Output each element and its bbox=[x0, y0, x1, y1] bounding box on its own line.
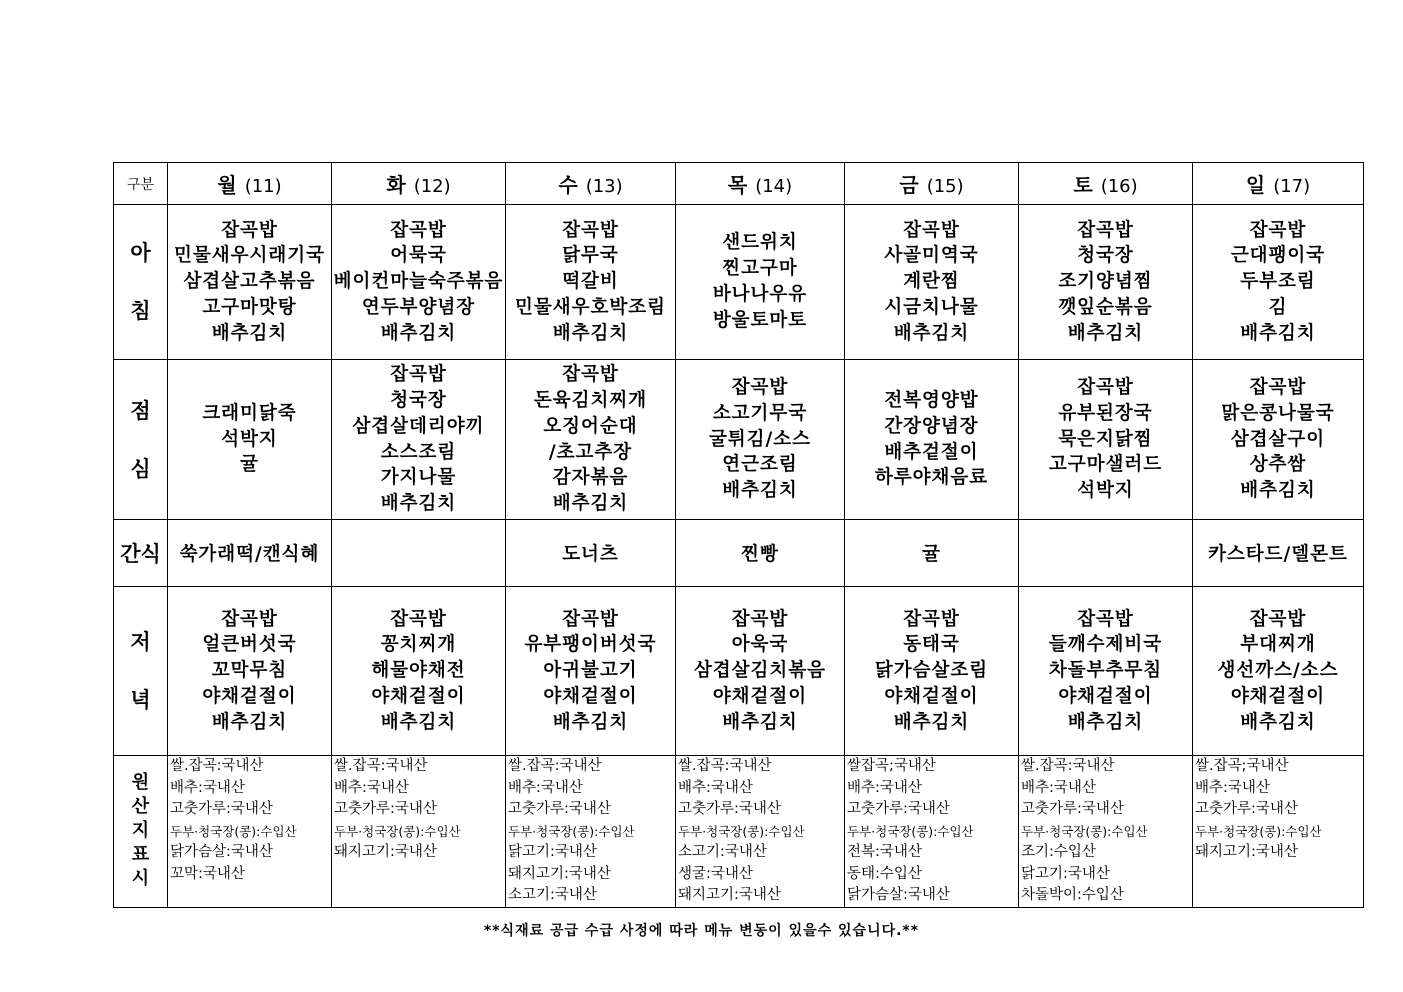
menu-item: 잡곡밥 bbox=[903, 219, 960, 241]
lunch-cell bbox=[845, 360, 1019, 520]
origin-row bbox=[114, 756, 1364, 908]
origin-item: 쌀.잡곡:국내산 bbox=[334, 758, 428, 774]
menu-item: 시금치나물 bbox=[884, 296, 979, 318]
menu-item: 연두부양념장 bbox=[361, 296, 476, 318]
menu-item: 바나나우유 bbox=[712, 284, 808, 305]
menu-item: 가지나물 bbox=[380, 467, 457, 489]
origin-item: 닭고기:국내산 bbox=[508, 844, 597, 860]
breakfast-cell bbox=[676, 205, 845, 360]
origin-item: 고춧가루:국내산 bbox=[1021, 801, 1124, 817]
menu-item: 야채겉절이 bbox=[712, 685, 808, 707]
snack-cell: 쑥가래떡/캔식혜 bbox=[168, 520, 332, 587]
header-row bbox=[114, 163, 1364, 205]
menu-item: 배추김치 bbox=[380, 711, 457, 733]
origin-item: 두부·청국장(콩):수입산 bbox=[678, 823, 805, 839]
day-date: (17) bbox=[1273, 176, 1311, 197]
origin-label-char: 지 bbox=[131, 820, 150, 842]
menu-item: 삼겹살고추볶음 bbox=[183, 271, 316, 293]
lunch-label-char: 점 bbox=[130, 398, 151, 423]
menu-item: 두부조림 bbox=[1240, 271, 1316, 293]
menu-item: 사골미역국 bbox=[884, 245, 979, 267]
origin-label-char: 시 bbox=[131, 868, 150, 890]
menu-item: 잡곡밥 bbox=[562, 219, 619, 241]
menu-item: 잡곡밥 bbox=[1249, 377, 1307, 398]
menu-item: 연근조림 bbox=[722, 454, 798, 476]
menu-item: 유부팽이버섯국 bbox=[524, 634, 657, 656]
menu-item: 상추쌈 bbox=[1249, 454, 1307, 476]
origin-item: 배추:국내산 bbox=[678, 779, 753, 796]
menu-item: 배추김치 bbox=[1067, 711, 1144, 733]
menu-item: 맑은콩나물국 bbox=[1221, 402, 1335, 424]
menu-item: 배추김치 bbox=[1067, 322, 1144, 344]
origin-item: 고춧가루:국내산 bbox=[1195, 801, 1298, 817]
menu-item: 야채겉절이 bbox=[1230, 685, 1326, 707]
day-name: 화 bbox=[386, 173, 406, 197]
origin-item: 소고기:국내산 bbox=[678, 844, 767, 860]
day-date: (15) bbox=[926, 176, 964, 197]
origin-item: 배추:국내산 bbox=[334, 779, 409, 796]
menu-item: 전복영양밥 bbox=[884, 389, 979, 411]
menu-item: 들깨수제비국 bbox=[1048, 634, 1163, 656]
snack-cell bbox=[1019, 520, 1193, 587]
menu-item: 소스조림 bbox=[380, 441, 457, 463]
menu-item: 배추김치 bbox=[211, 322, 288, 344]
menu-item: 석박지 bbox=[221, 428, 278, 450]
lunch-cell bbox=[506, 360, 676, 520]
menu-item: 크래미닭죽 bbox=[202, 402, 297, 424]
origin-item: 닭가슴살:국내산 bbox=[170, 844, 273, 860]
origin-item: 돼지고기:국내산 bbox=[508, 865, 611, 882]
day-header bbox=[845, 163, 1019, 205]
menu-item: 야채겉절이 bbox=[543, 685, 638, 707]
origin-item: 꼬막:국내산 bbox=[170, 865, 245, 882]
day-date: (14) bbox=[755, 176, 793, 197]
menu-item: 얼큰버섯국 bbox=[202, 634, 297, 656]
origin-item: 소고기:국내산 bbox=[508, 887, 597, 903]
day-date: (12) bbox=[413, 176, 451, 197]
day-header bbox=[506, 163, 676, 205]
menu-item: 부대찌개 bbox=[1240, 634, 1316, 656]
menu-item: 배추겉절이 bbox=[884, 441, 979, 463]
lunch-cell bbox=[168, 360, 332, 520]
menu-item: 배추김치 bbox=[552, 711, 629, 733]
dinner-cell bbox=[676, 587, 845, 756]
menu-item: 꼬막무침 bbox=[211, 660, 288, 682]
day-header bbox=[332, 163, 506, 205]
menu-item: 배추김치 bbox=[1240, 480, 1316, 502]
origin-label-char: 원 bbox=[131, 772, 150, 794]
day-name: 목 bbox=[727, 173, 748, 197]
day-header bbox=[168, 163, 332, 205]
lunch-cell bbox=[332, 360, 506, 520]
menu-item: 차돌부추무침 bbox=[1048, 660, 1163, 682]
menu-item: 깻잎순볶음 bbox=[1058, 296, 1153, 318]
origin-item: 닭고기:국내산 bbox=[1021, 865, 1110, 882]
menu-item: 근대팽이국 bbox=[1230, 245, 1326, 267]
menu-item: 잡곡밥 bbox=[562, 608, 619, 630]
dinner-row bbox=[114, 587, 1364, 756]
menu-item: 잡곡밥 bbox=[1077, 219, 1134, 241]
origin-item: 생굴:국내산 bbox=[678, 865, 753, 882]
menu-item: 떡갈비 bbox=[562, 271, 619, 293]
menu-item: 야채겉절이 bbox=[1058, 685, 1153, 707]
origin-item: 두부·청국장(콩):수입산 bbox=[508, 823, 635, 839]
menu-item: 야채겉절이 bbox=[371, 685, 466, 707]
menu-item: 고구마샐러드 bbox=[1048, 454, 1163, 476]
snack-cell bbox=[332, 520, 506, 587]
origin-cell bbox=[1193, 756, 1364, 908]
dinner-cell bbox=[1193, 587, 1364, 756]
menu-item: 야채겉절이 bbox=[202, 685, 297, 707]
day-header bbox=[1019, 163, 1193, 205]
menu-item: 베이컨마늘숙주볶음 bbox=[333, 271, 504, 293]
breakfast-row bbox=[114, 205, 1364, 360]
menu-item: 배추김치 bbox=[380, 322, 457, 344]
origin-item: 쌀.잡곡:국내산 bbox=[170, 758, 264, 774]
dinner-cell bbox=[845, 587, 1019, 756]
dinner-cell bbox=[506, 587, 676, 756]
lunch-label-char: 심 bbox=[130, 456, 151, 481]
menu-item: 해물야채전 bbox=[371, 660, 466, 682]
day-name: 월 bbox=[217, 173, 237, 197]
menu-item: 삼겹살김치볶음 bbox=[693, 660, 827, 682]
menu-item: 야채겉절이 bbox=[884, 685, 979, 707]
lunch-cell bbox=[676, 360, 845, 520]
origin-item: 돼지고기:국내산 bbox=[334, 844, 437, 860]
origin-item: 차돌박이:수입산 bbox=[1021, 887, 1124, 903]
menu-item: 동태국 bbox=[903, 634, 960, 656]
footnote: **식재료 공급 수급 사정에 따라 메뉴 변동이 있을수 있습니다.** bbox=[483, 923, 920, 939]
corner-label: 구분 bbox=[114, 163, 168, 205]
origin-item: 두부·청국장(콩):수입산 bbox=[847, 823, 974, 839]
origin-cell bbox=[676, 756, 845, 908]
breakfast-label-char: 아 bbox=[130, 241, 151, 265]
menu-item: 잡곡밥 bbox=[221, 219, 278, 241]
menu-item: 잡곡밥 bbox=[390, 364, 447, 386]
menu-item: 간장양념장 bbox=[884, 415, 979, 437]
menu-item: 잡곡밥 bbox=[562, 364, 619, 386]
origin-label-char: 표 bbox=[131, 844, 150, 866]
menu-item: 배추김치 bbox=[722, 711, 798, 733]
menu-item: 잡곡밥 bbox=[221, 608, 278, 630]
origin-item: 배추:국내산 bbox=[170, 779, 245, 796]
origin-cell bbox=[332, 756, 506, 908]
menu-item: 닭무국 bbox=[562, 245, 619, 267]
breakfast-cell bbox=[1019, 205, 1193, 360]
snack-cell: 귤 bbox=[845, 520, 1019, 587]
menu-item: 생선까스/소스 bbox=[1217, 660, 1339, 682]
menu-item: 청국장 bbox=[390, 389, 447, 411]
dinner-cell bbox=[332, 587, 506, 756]
menu-item: 아욱국 bbox=[731, 634, 789, 656]
menu-item: 잡곡밥 bbox=[903, 608, 960, 630]
origin-item: 쌀.잡곡;국내산 bbox=[1195, 758, 1289, 774]
day-name: 토 bbox=[1073, 173, 1093, 197]
day-header bbox=[676, 163, 845, 205]
lunch-label bbox=[114, 360, 168, 520]
origin-item: 두부·청국장(콩):수입산 bbox=[170, 823, 297, 839]
menu-item: 하루야채음료 bbox=[874, 467, 989, 489]
snack-cell: 찐빵 bbox=[676, 520, 845, 587]
day-name: 금 bbox=[899, 173, 919, 197]
menu-item: 잡곡밥 bbox=[390, 608, 447, 630]
menu-item: 배추김치 bbox=[380, 493, 457, 515]
origin-item: 배추:국내산 bbox=[847, 779, 922, 796]
menu-item: 샌드위치 bbox=[722, 232, 798, 254]
menu-item: 민물새우시래기국 bbox=[174, 245, 325, 267]
breakfast-label bbox=[114, 205, 168, 360]
menu-item: 꽁치찌개 bbox=[380, 634, 457, 656]
origin-cell bbox=[506, 756, 676, 908]
origin-item: 돼지고기:국내산 bbox=[1195, 844, 1298, 860]
menu-item: 묵은지닭찜 bbox=[1058, 428, 1153, 450]
lunch-row bbox=[114, 360, 1364, 520]
menu-item: 배추김치 bbox=[893, 322, 970, 344]
day-name: 수 bbox=[558, 173, 578, 197]
menu-item: 청국장 bbox=[1077, 245, 1134, 267]
menu-item: 배추김치 bbox=[722, 480, 798, 502]
dinner-cell bbox=[1019, 587, 1193, 756]
lunch-cell bbox=[1193, 360, 1364, 520]
menu-item: 배추김치 bbox=[552, 322, 629, 344]
origin-item: 고춧가루:국내산 bbox=[334, 801, 437, 817]
menu-item: 잡곡밥 bbox=[1077, 608, 1134, 630]
origin-item: 닭가슴살:국내산 bbox=[847, 887, 950, 903]
lunch-cell bbox=[1019, 360, 1193, 520]
menu-item: 배추김치 bbox=[1240, 322, 1316, 344]
origin-item: 고춧가루:국내산 bbox=[847, 801, 950, 817]
day-date: (13) bbox=[585, 176, 623, 197]
origin-item: 전복:국내산 bbox=[847, 844, 922, 860]
menu-item: /초고추장 bbox=[548, 441, 633, 463]
menu-item: 감자볶음 bbox=[552, 467, 629, 489]
breakfast-cell bbox=[506, 205, 676, 360]
menu-item: 고구마맛탕 bbox=[202, 296, 297, 318]
origin-item: 돼지고기:국내산 bbox=[678, 887, 781, 903]
day-name: 일 bbox=[1245, 173, 1266, 197]
origin-cell bbox=[168, 756, 332, 908]
menu-item: 잡곡밥 bbox=[390, 219, 447, 241]
dinner-label bbox=[114, 587, 168, 756]
breakfast-cell bbox=[845, 205, 1019, 360]
origin-item: 쌀.잡곡:국내산 bbox=[508, 758, 602, 774]
origin-item: 고춧가루:국내산 bbox=[508, 801, 611, 817]
origin-cell bbox=[1019, 756, 1193, 908]
breakfast-cell bbox=[1193, 205, 1364, 360]
dinner-cell bbox=[168, 587, 332, 756]
origin-item: 두부·청국장(콩):수입산 bbox=[1021, 823, 1148, 839]
menu-item: 잡곡밥 bbox=[1077, 377, 1134, 398]
origin-item: 쌀.잡곡:국내산 bbox=[1021, 758, 1115, 774]
origin-item: 쌀.잡곡:국내산 bbox=[678, 758, 772, 774]
menu-item: 민물새우호박조림 bbox=[515, 296, 666, 318]
menu-item: 배추김치 bbox=[211, 711, 288, 733]
origin-item: 동태:수입산 bbox=[847, 865, 922, 882]
menu-item: 유부된장국 bbox=[1058, 402, 1153, 424]
menu-item: 잡곡밥 bbox=[731, 377, 789, 398]
origin-item: 배추:국내산 bbox=[1195, 779, 1270, 796]
menu-item: 김 bbox=[1268, 296, 1288, 318]
breakfast-cell bbox=[332, 205, 506, 360]
breakfast-label-char: 침 bbox=[130, 299, 151, 323]
dinner-label-char: 녁 bbox=[130, 688, 151, 712]
day-header bbox=[1193, 163, 1364, 205]
origin-item: 고춧가루:국내산 bbox=[678, 801, 781, 817]
day-date: (16) bbox=[1100, 176, 1138, 197]
menu-item: 방울토마토 bbox=[712, 309, 808, 331]
origin-item: 두부·청국장(콩):수입산 bbox=[1195, 823, 1322, 839]
menu-item: 삼겹살구이 bbox=[1230, 428, 1326, 450]
origin-label bbox=[114, 756, 168, 908]
origin-item: 쌀잡곡;국내산 bbox=[847, 758, 936, 774]
menu-item: 닭가슴살조림 bbox=[874, 660, 989, 682]
menu-item: 귤 bbox=[240, 454, 259, 476]
dinner-label-char: 저 bbox=[130, 630, 151, 654]
menu-item: 잡곡밥 bbox=[731, 608, 789, 630]
breakfast-cell bbox=[168, 205, 332, 360]
menu-item: 아귀불고기 bbox=[543, 660, 638, 682]
menu-item: 계란찜 bbox=[903, 271, 960, 293]
menu-item: 찐고구마 bbox=[722, 258, 798, 280]
menu-item: 오징어순대 bbox=[543, 415, 638, 437]
origin-item: 배추:국내산 bbox=[508, 779, 583, 796]
origin-item: 배추:국내산 bbox=[1021, 779, 1096, 796]
origin-item: 고춧가루:국내산 bbox=[170, 801, 273, 817]
menu-item: 잡곡밥 bbox=[1249, 219, 1307, 241]
weekly-menu-table bbox=[113, 162, 1364, 908]
snack-label: 간식 bbox=[114, 520, 168, 587]
menu-item: 조기양념찜 bbox=[1058, 271, 1153, 293]
menu-item: 석박지 bbox=[1077, 480, 1134, 502]
snack-cell: 도너츠 bbox=[506, 520, 676, 587]
menu-item: 배추김치 bbox=[1240, 711, 1316, 733]
origin-item: 두부·청국장(콩):수입산 bbox=[334, 823, 461, 839]
menu-item: 소고기무국 bbox=[712, 402, 808, 424]
snack-cell: 카스타드/델몬트 bbox=[1193, 520, 1364, 587]
origin-item: 조기:수입산 bbox=[1021, 844, 1096, 860]
menu-item: 배추김치 bbox=[893, 711, 970, 733]
menu-item: 삼겹살데리야끼 bbox=[352, 415, 485, 437]
menu-item: 잡곡밥 bbox=[1249, 608, 1307, 630]
menu-item: 배추김치 bbox=[552, 493, 629, 515]
snack-row bbox=[114, 520, 1364, 587]
origin-cell bbox=[845, 756, 1019, 908]
day-date: (11) bbox=[244, 176, 282, 197]
origin-label-char: 산 bbox=[131, 796, 150, 818]
menu-item: 굴튀김/소스 bbox=[708, 428, 812, 450]
menu-item: 어묵국 bbox=[390, 245, 447, 267]
menu-item: 돈육김치찌개 bbox=[533, 389, 648, 411]
